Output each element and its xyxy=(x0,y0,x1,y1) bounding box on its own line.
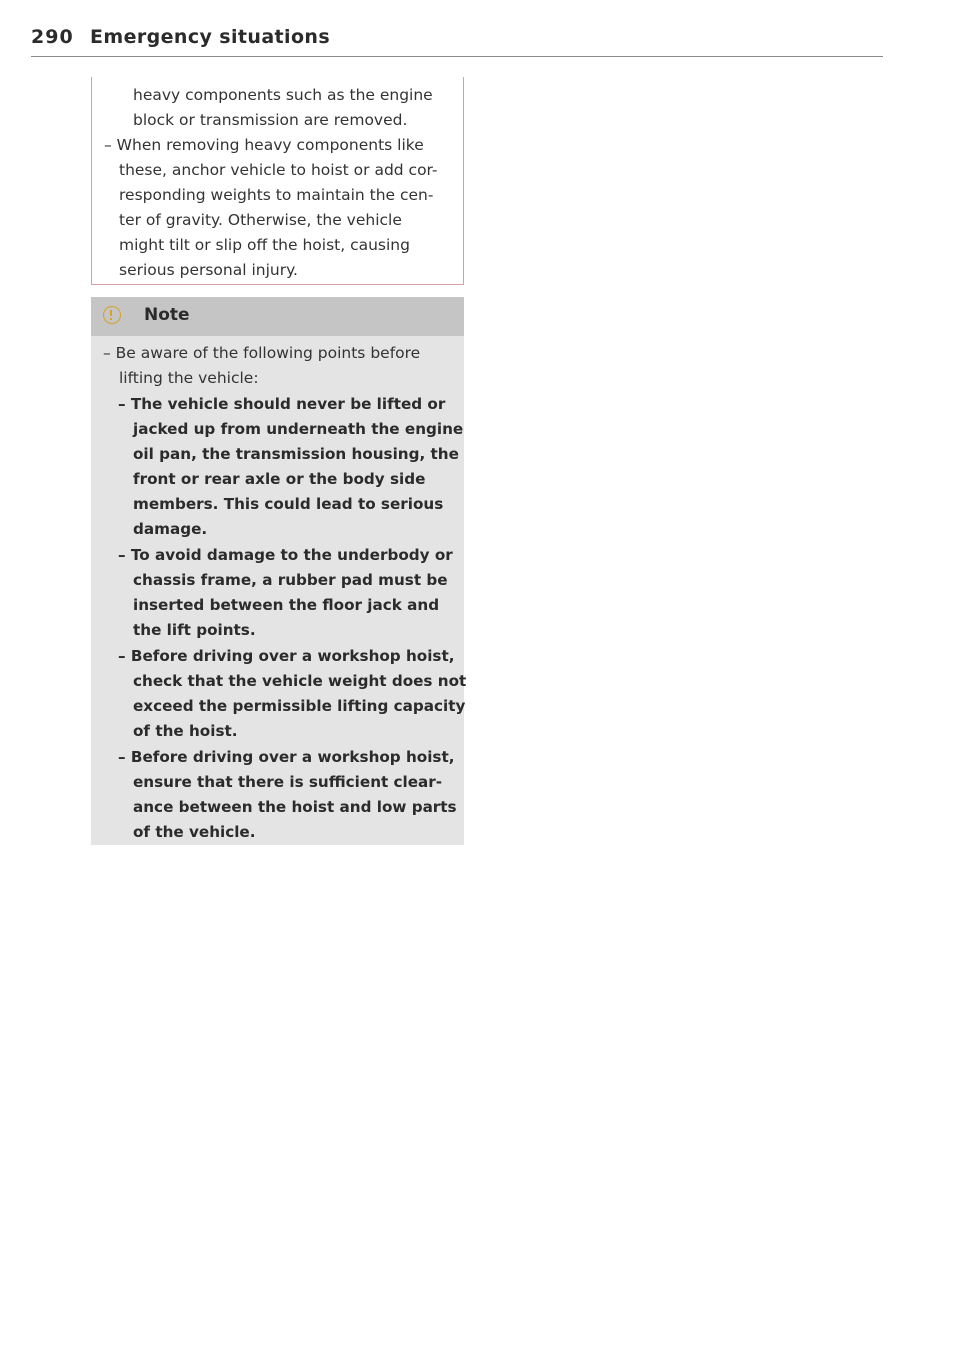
note-item-line: exceed the permissible lifting capacity xyxy=(133,697,466,715)
warning-line: these, anchor vehicle to hoist or add cor- xyxy=(119,161,438,179)
page-number: 290 xyxy=(31,26,74,48)
page-header xyxy=(31,24,883,57)
note-item-line: ensure that there is sufficient clear- xyxy=(133,773,443,791)
note-item-line: – Before driving over a workshop hoist, xyxy=(118,748,455,766)
note-title: Note xyxy=(144,305,190,325)
note-item-line: front or rear axle or the body side xyxy=(133,470,426,488)
warning-line: heavy components such as the engine xyxy=(133,86,433,104)
section-title: Emergency situations xyxy=(90,26,331,48)
note-item-line: chassis frame, a rubber pad must be xyxy=(133,571,448,589)
note-header xyxy=(91,297,464,336)
warning-line: – When removing heavy components like xyxy=(104,136,424,154)
note-item-line: – The vehicle should never be lifted or xyxy=(118,395,446,413)
note-item-line: of the vehicle. xyxy=(133,823,256,841)
note-item-line: inserted between the floor jack and xyxy=(133,596,440,614)
warning-line: block or transmission are removed. xyxy=(133,111,408,129)
note-item-line: – Before driving over a workshop hoist, xyxy=(118,647,455,665)
note-item-line: ance between the hoist and low parts xyxy=(133,798,457,816)
warning-line: serious personal injury. xyxy=(119,261,298,279)
note-item-line: check that the vehicle weight does not xyxy=(133,672,467,690)
note-item-line: jacked up from underneath the engine xyxy=(133,420,464,438)
note-item-line: members. This could lead to serious xyxy=(133,495,444,513)
note-item-line: the lift points. xyxy=(133,621,256,639)
note-item-line: oil pan, the transmission housing, the xyxy=(133,445,459,463)
note-intro-line: lifting the vehicle: xyxy=(119,369,259,387)
note-item-line: damage. xyxy=(133,520,208,538)
note-item-line: – To avoid damage to the underbody or xyxy=(118,546,453,564)
warning-line: responding weights to maintain the cen- xyxy=(119,186,434,204)
note-item-line: of the hoist. xyxy=(133,722,238,740)
note-intro-line: – Be aware of the following points before xyxy=(103,344,421,362)
warning-line: ter of gravity. Otherwise, the vehicle xyxy=(119,211,402,229)
exclamation-circle-icon xyxy=(103,306,121,324)
warning-line: might tilt or slip off the hoist, causing xyxy=(119,236,410,254)
